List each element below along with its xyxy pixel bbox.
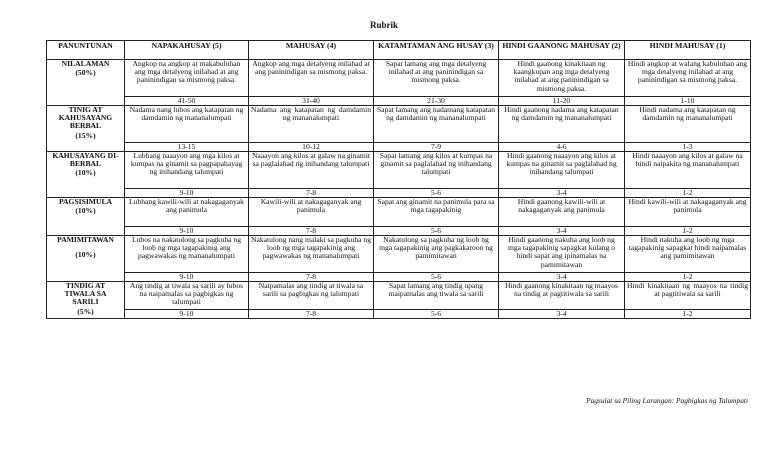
descriptor-cell: Hindi nadama ang katapatan ng damdamin ng mananalumpati xyxy=(625,106,751,143)
score-range: 3-4 xyxy=(499,189,625,198)
criterion-name xyxy=(47,152,125,198)
descriptor-cell: Hindi gaanong nadama ang katapatan ng damdamin ng mananalumpati xyxy=(499,106,625,143)
descriptor-cell: Hindi gaanong kinakitaan ng maayos na tindig at pagtitiwala sa sarili xyxy=(499,282,625,310)
criterion-weight: (10%) xyxy=(75,250,96,260)
criterion-name-line: TINIG AT xyxy=(68,105,103,114)
score-row xyxy=(47,189,751,198)
header-level-4: MAHUSAY (4) xyxy=(249,41,374,60)
score-row xyxy=(47,273,751,282)
descriptor-cell: Sapat lamang ang tindig upang maipamalas ang tiwala sa sarili xyxy=(374,282,499,310)
criterion-row xyxy=(47,282,751,310)
descriptor-cell: Hindi kawili-wili at nakagaganyak ang panimula xyxy=(625,198,751,227)
descriptor-cell: Lubos na nakatulong sa pagkuha ng loob ng mga tagapakinig ang pagwawakas ng mananalumpati xyxy=(125,236,249,273)
score-range: 5-6 xyxy=(374,189,499,198)
criterion-weight: (10%) xyxy=(75,168,96,178)
descriptor-cell: Hindi nakuha ang loob ng mga tagapakinig sapagkat hindi naipamalas ang pamimitawan xyxy=(625,236,751,273)
criterion-name-line: BERBAL xyxy=(69,121,102,131)
rubric-table xyxy=(46,40,751,319)
score-range: 9-10 xyxy=(125,227,249,236)
descriptor-cell: Nadama ang katapatan ng damdamin ng mananalumpati xyxy=(249,106,374,143)
score-range: 3-4 xyxy=(499,310,625,319)
criterion-row xyxy=(47,106,751,143)
criterion-name-line: KAHUSAYANG DI- xyxy=(52,151,119,160)
score-range: 1-10 xyxy=(625,97,751,106)
header-row xyxy=(47,41,751,60)
descriptor-cell: Lubhang kawili-wili at nakagaganyak ang panimula xyxy=(125,198,249,227)
descriptor-cell: Sapat ang ginamit na panimula para sa mga tagapakinig xyxy=(374,198,499,227)
footer-caption: Pagsulat sa Piling Larangan: Pagbigkas ng Talumpati xyxy=(586,396,748,405)
score-range: 1-3 xyxy=(625,143,751,152)
criterion-name xyxy=(47,106,125,152)
score-range: 7-8 xyxy=(249,227,374,236)
descriptor-cell: Sapat lamang ang nadamang katapatan ng damdamin ng mananalumpati xyxy=(374,106,499,143)
page-title: Rubrik xyxy=(369,20,398,30)
criterion-weight: (15%) xyxy=(75,130,96,140)
descriptor-cell: Hindi gaanong kawili-wili at nakagaganyak ang panimula xyxy=(499,198,625,227)
score-range: 7-9 xyxy=(374,143,499,152)
criterion-row xyxy=(47,152,751,189)
criterion-name-line: TIWALA SA xyxy=(64,289,107,299)
score-range: 3-4 xyxy=(499,227,625,236)
descriptor-cell: Naaayon ang kilos at galaw na ginamit sa paglalahad ng inihandang talumpati xyxy=(249,152,374,189)
descriptor-cell: Lubhang naaayon ang mga kilos at kumpas na ginamit sa pagpapahayag ng inihandang talumpati xyxy=(125,152,249,189)
score-range: 9-10 xyxy=(125,310,249,319)
criterion-name xyxy=(47,236,125,282)
score-range: 10-12 xyxy=(249,143,374,152)
score-range: 31-40 xyxy=(249,97,374,106)
criterion-name xyxy=(47,198,125,236)
score-row xyxy=(47,227,751,236)
header-level-5: NAPAKAHUSAY (5) xyxy=(125,41,249,60)
criterion-name-line: NILALAMAN xyxy=(61,59,110,68)
descriptor-cell: Hindi naaayon ang kilos at galaw na hindi naipakita ng mananalumpati xyxy=(625,152,751,189)
score-range: 1-2 xyxy=(625,189,751,198)
descriptor-cell: Sapat lamang ang mga detalyeng inilahad at ang paninindigan sa mismong paksa. xyxy=(374,60,499,97)
score-range: 5-6 xyxy=(374,310,499,319)
score-range: 41-50 xyxy=(125,97,249,106)
rubric-body xyxy=(47,60,751,319)
criterion-weight: (50%) xyxy=(75,68,96,78)
descriptor-cell: Nadama nang lubos ang katapatan ng damdamin ng mananalumpati xyxy=(125,106,249,143)
score-range: 7-8 xyxy=(249,310,374,319)
descriptor-cell: Nakatulong sa pagkuha ng loob ng mga tagapakinig ang pagkakaroon ng pamimitawan xyxy=(374,236,499,273)
criterion-row xyxy=(47,198,751,227)
score-range: 3-4 xyxy=(499,273,625,282)
descriptor-cell: Nakatulong nang malaki sa pagkuha ng loob ng mga tagapakinig ang pagwawakas ng mananalumpati xyxy=(249,236,374,273)
criterion-name xyxy=(47,282,125,319)
criterion-row xyxy=(47,60,751,97)
score-row xyxy=(47,97,751,106)
descriptor-cell: Hindi kinakitaan ng maayos na tindig at pagtitiwala sa sarili xyxy=(625,282,751,310)
descriptor-cell: Kawili-wili at nakagaganyak ang panimula xyxy=(249,198,374,227)
criterion-name xyxy=(47,60,125,106)
descriptor-cell: Hindi gaanong naaayon ang kilos at kumpas na ginamit sa paglalahad ng inihandang talumpati xyxy=(499,152,625,189)
score-range: 13-15 xyxy=(125,143,249,152)
score-range: 21-30 xyxy=(374,97,499,106)
header-level-2: HINDI GAANONG MAHUSAY (2) xyxy=(499,41,625,60)
criterion-name-line: BERBAL xyxy=(69,159,102,169)
descriptor-cell: Naipamalas ang tindig at tiwala sa sarili sa pagbigkas ng talumpati xyxy=(249,282,374,310)
criterion-name-line: PAGSISIMULA xyxy=(58,197,113,206)
criterion-row xyxy=(47,236,751,273)
header-criteria: PANUNTUNAN xyxy=(47,41,125,60)
descriptor-cell: Ang tindig at tiwala sa sarili ay lubos na naipamalas sa pagbigkas ng talumpati xyxy=(125,282,249,310)
descriptor-cell: Hindi gaanong nakuha ang loob ng mga tagapakinig sapagkat kulang o hindi sapat ang ipinamalas na pamimitawan xyxy=(499,236,625,273)
criterion-name-line: PAMIMITAWAN xyxy=(57,235,114,244)
descriptor-cell: Angkop na angkop at makabuluhan ang mga detalyeng inilahad at ang paninindigan sa mismong paksa. xyxy=(125,60,249,97)
score-range: 4-6 xyxy=(499,143,625,152)
score-range: 1-2 xyxy=(625,273,751,282)
score-row xyxy=(47,310,751,319)
score-range: 5-6 xyxy=(374,227,499,236)
score-range: 1-2 xyxy=(625,227,751,236)
descriptor-cell: Hindi gaanong kinakitaan ng kaangkupan ang mga detalyeng inilahad at ang paninindigan sa mismong paksa. xyxy=(499,60,625,97)
score-range: 7-8 xyxy=(249,189,374,198)
score-range: 9-10 xyxy=(125,189,249,198)
score-range: 7-8 xyxy=(249,273,374,282)
criterion-name-line: SARILI xyxy=(72,297,99,307)
header-level-3: KATAMTAMAN ANG HUSAY (3) xyxy=(374,41,499,60)
score-range: 9-10 xyxy=(125,273,249,282)
criterion-weight: (5%) xyxy=(77,306,94,316)
descriptor-cell: Sapat lamang ang kilos at kumpas na ginamit sa paglalahad ng inihandang talumpati xyxy=(374,152,499,189)
criterion-name-line: KAHUSAYANG xyxy=(58,113,113,123)
score-row xyxy=(47,143,751,152)
header-level-1: HINDI MAHUSAY (1) xyxy=(625,41,751,60)
descriptor-cell: Angkop ang mga detalyeng inilahad at ang paninindigan sa mismong paksa. xyxy=(249,60,374,97)
score-range: 1-2 xyxy=(625,310,751,319)
descriptor-cell: Hindi angkop at walang kabuluhan ang mga detalyeng inilahad at ang paninindigan sa mismong paksa. xyxy=(625,60,751,97)
criterion-weight: (10%) xyxy=(75,206,96,216)
criterion-name-line: TINDIG AT xyxy=(65,281,106,290)
score-range: 5-6 xyxy=(374,273,499,282)
score-range: 11-20 xyxy=(499,97,625,106)
